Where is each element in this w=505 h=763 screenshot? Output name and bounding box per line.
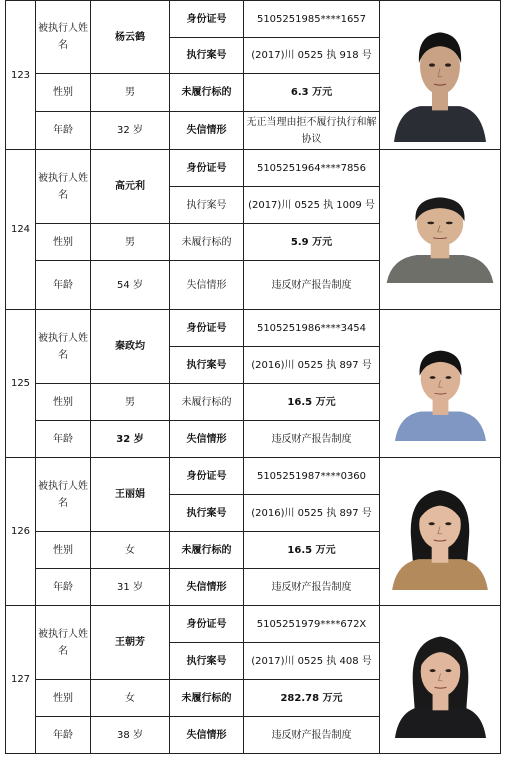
portrait-cell [380,1,501,150]
case-label: 执行案号 [170,187,244,224]
age-value: 32 岁 [91,112,170,150]
record-number: 124 [6,150,36,310]
name-label: 被执行人姓名 [36,606,91,680]
id-number: 5105251986****3454 [244,310,380,347]
name-label: 被执行人姓名 [36,150,91,224]
gender-label: 性别 [36,532,91,569]
behavior-label: 失信情形 [170,569,244,606]
unpaid-amount: 5.9 万元 [244,224,380,261]
behavior-label: 失信情形 [170,421,244,458]
record-number: 127 [6,606,36,754]
dishonest-debtor-table [5,0,501,754]
gender-label: 性别 [36,224,91,261]
name-label: 被执行人姓名 [36,458,91,532]
id-label: 身份证号 [170,1,244,38]
debtor-name: 杨云鹤 [91,1,170,74]
portrait-photo [390,5,490,142]
record-row [6,606,501,643]
record-number: 123 [6,1,36,150]
record-row [6,458,501,495]
age-value: 54 岁 [91,261,170,310]
id-label: 身份证号 [170,150,244,187]
portrait-photo [388,472,492,590]
age-value: 31 岁 [91,569,170,606]
id-number: 5105251964****7856 [244,150,380,187]
age-label: 年龄 [36,569,91,606]
record-number: 126 [6,458,36,606]
case-label: 执行案号 [170,347,244,384]
portrait-cell [380,606,501,754]
unpaid-label: 未履行标的 [170,224,244,261]
table-body [6,1,501,754]
unpaid-label: 未履行标的 [170,74,244,112]
case-number: (2017)川 0525 执 918 号 [244,38,380,74]
record-number: 125 [6,310,36,458]
gender-value: 女 [91,532,170,569]
name-label: 被执行人姓名 [36,1,91,74]
unpaid-label: 未履行标的 [170,532,244,569]
behavior-value: 违反财产报告制度 [244,421,380,458]
gender-value: 男 [91,74,170,112]
age-label: 年龄 [36,421,91,458]
unpaid-amount: 16.5 万元 [244,532,380,569]
age-label: 年龄 [36,261,91,310]
gender-label: 性别 [36,680,91,717]
unpaid-amount: 6.3 万元 [244,74,380,112]
unpaid-amount: 16.5 万元 [244,384,380,421]
portrait-cell [380,150,501,310]
gender-value: 女 [91,680,170,717]
portrait-photo [391,328,490,441]
name-label: 被执行人姓名 [36,310,91,384]
record-row [6,310,501,347]
portrait-cell [380,458,501,606]
case-label: 执行案号 [170,643,244,680]
unpaid-label: 未履行标的 [170,384,244,421]
portrait-cell [380,310,501,458]
id-number: 5105251979****672X [244,606,380,643]
case-number: (2016)川 0525 执 897 号 [244,495,380,532]
portrait-photo [391,618,490,738]
case-number: (2017)川 0525 执 408 号 [244,643,380,680]
id-label: 身份证号 [170,458,244,495]
behavior-label: 失信情形 [170,261,244,310]
case-number: (2017)川 0525 执 1009 号 [244,187,380,224]
behavior-value: 无正当理由拒不履行执行和解协议 [244,112,380,150]
debtor-name: 王朝芳 [91,606,170,680]
age-label: 年龄 [36,717,91,754]
id-number: 5105251985****1657 [244,1,380,38]
gender-value: 男 [91,224,170,261]
gender-value: 男 [91,384,170,421]
age-value: 38 岁 [91,717,170,754]
age-label: 年龄 [36,112,91,150]
case-number: (2016)川 0525 执 897 号 [244,347,380,384]
behavior-value: 违反财产报告制度 [244,569,380,606]
record-row [6,150,501,187]
id-number: 5105251987****0360 [244,458,380,495]
debtor-name: 秦政均 [91,310,170,384]
behavior-value: 违反财产报告制度 [244,717,380,754]
record-row [6,1,501,38]
id-label: 身份证号 [170,310,244,347]
portrait-photo [382,176,498,283]
debtor-name: 王丽娟 [91,458,170,532]
behavior-label: 失信情形 [170,112,244,150]
debtor-name: 高元利 [91,150,170,224]
gender-label: 性别 [36,74,91,112]
behavior-value: 违反财产报告制度 [244,261,380,310]
age-value: 32 岁 [91,421,170,458]
case-label: 执行案号 [170,495,244,532]
unpaid-label: 未履行标的 [170,680,244,717]
behavior-label: 失信情形 [170,717,244,754]
gender-label: 性别 [36,384,91,421]
unpaid-amount: 282.78 万元 [244,680,380,717]
case-label: 执行案号 [170,38,244,74]
id-label: 身份证号 [170,606,244,643]
